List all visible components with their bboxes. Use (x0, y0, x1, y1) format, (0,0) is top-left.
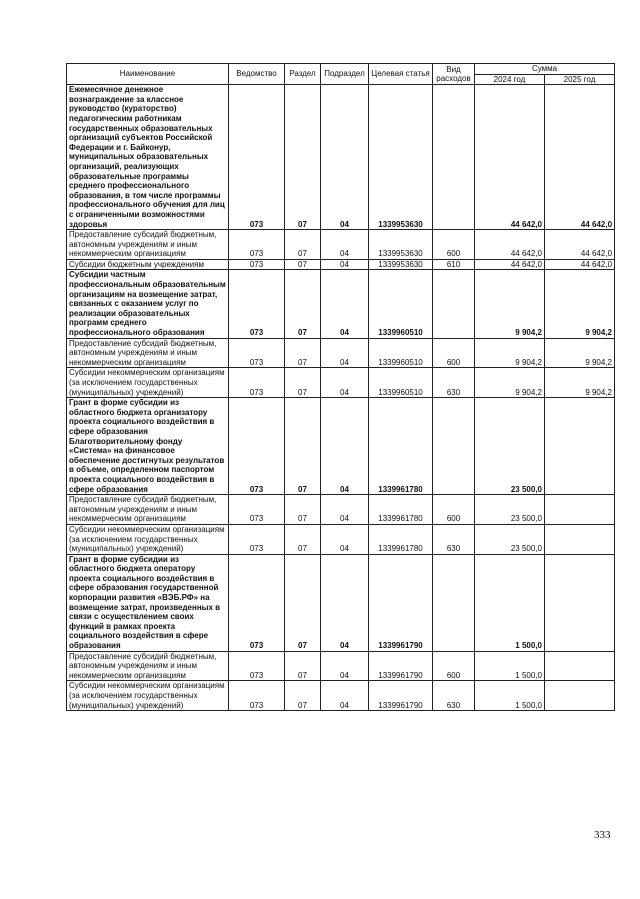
row-subsection: 04 (321, 85, 369, 230)
row-section: 07 (285, 651, 321, 681)
row-expense-type: 610 (433, 259, 475, 270)
row-section: 07 (285, 230, 321, 260)
row-department: 073 (229, 230, 285, 260)
row-department: 073 (229, 651, 285, 681)
row-name: Субсидии частным профессиональным образовательным организациям на возмещение затрат, связанных с оказанием услуг по реализации образовательных программ среднего профессионального образования (67, 270, 229, 338)
row-target-article: 1339961790 (369, 554, 433, 651)
row-name: Предоставление субсидий бюджетным, автономным учреждениям и иным некоммерческим организациям (67, 651, 229, 681)
row-subsection: 04 (321, 270, 369, 338)
row-sum-2025 (545, 398, 615, 495)
row-expense-type: 630 (433, 524, 475, 554)
header-section: Раздел (285, 64, 321, 85)
row-target-article: 1339961780 (369, 524, 433, 554)
row-expense-type: 600 (433, 230, 475, 260)
row-sum-2024: 1 500,0 (475, 554, 545, 651)
row-target-article: 1339961780 (369, 495, 433, 525)
row-section: 07 (285, 368, 321, 398)
row-sum-2024: 1 500,0 (475, 681, 545, 711)
row-sum-2024: 23 500,0 (475, 495, 545, 525)
row-expense-type (433, 270, 475, 338)
row-name: Грант в форме субсидии из областного бюджета оператору проекта социального воздействия в сфере образования государственной корпорации развития «ВЭБ.РФ» на возмещение затрат, произведенных в связи с осуществлением своих функций в рамках проекта социального воздействия в сфере образования (67, 554, 229, 651)
table-row (67, 398, 615, 495)
row-sum-2025: 9 904,2 (545, 368, 615, 398)
row-subsection: 04 (321, 259, 369, 270)
row-section: 07 (285, 524, 321, 554)
row-target-article: 1339961780 (369, 398, 433, 495)
budget-table (66, 63, 615, 711)
table-row (67, 368, 615, 398)
row-expense-type: 600 (433, 495, 475, 525)
row-department: 073 (229, 270, 285, 338)
row-name: Субсидии бюджетным учреждениям (67, 259, 229, 270)
row-target-article: 1339953630 (369, 85, 433, 230)
table-row (67, 259, 615, 270)
row-sum-2024: 23 500,0 (475, 398, 545, 495)
row-sum-2025 (545, 681, 615, 711)
table-row (67, 270, 615, 338)
row-expense-type: 600 (433, 338, 475, 368)
row-sum-2025 (545, 524, 615, 554)
row-sum-2024: 1 500,0 (475, 651, 545, 681)
header-target-article: Целевая статья (369, 64, 433, 85)
header-name: Наименование (67, 64, 229, 85)
table-row (67, 230, 615, 260)
row-section: 07 (285, 398, 321, 495)
row-target-article: 1339961790 (369, 681, 433, 711)
row-subsection: 04 (321, 524, 369, 554)
row-subsection: 04 (321, 495, 369, 525)
header-sum: Сумма (475, 64, 615, 75)
row-sum-2025: 9 904,2 (545, 270, 615, 338)
row-name: Ежемесячное денежное вознаграждение за классное руководство (кураторство) педагогическим работникам государственных образовательных организаций субъектов Российской Федерации и г. Байконур, муниципальных образовательных организаций, реализующих образовательные программы среднего профессионального образования, в том числе программы профессионального обучения для лиц с ограниченными возможностями здоровья (67, 85, 229, 230)
row-sum-2025 (545, 554, 615, 651)
row-department: 073 (229, 338, 285, 368)
table-row (67, 524, 615, 554)
row-department: 073 (229, 524, 285, 554)
row-sum-2025 (545, 495, 615, 525)
row-section: 07 (285, 85, 321, 230)
row-department: 073 (229, 554, 285, 651)
row-subsection: 04 (321, 681, 369, 711)
table-row (67, 495, 615, 525)
row-sum-2025: 9 904,2 (545, 338, 615, 368)
row-sum-2024: 44 642,0 (475, 230, 545, 260)
row-subsection: 04 (321, 398, 369, 495)
row-section: 07 (285, 338, 321, 368)
header-year-2025: 2025 год (545, 74, 615, 85)
row-sum-2024: 44 642,0 (475, 259, 545, 270)
row-expense-type: 600 (433, 651, 475, 681)
row-name: Предоставление субсидий бюджетным, автономным учреждениям и иным некоммерческим организациям (67, 230, 229, 260)
row-target-article: 1339960510 (369, 368, 433, 398)
row-expense-type (433, 554, 475, 651)
row-department: 073 (229, 681, 285, 711)
row-sum-2024: 9 904,2 (475, 338, 545, 368)
row-subsection: 04 (321, 230, 369, 260)
row-sum-2025: 44 642,0 (545, 85, 615, 230)
table-row (67, 85, 615, 230)
row-target-article: 1339960510 (369, 270, 433, 338)
row-sum-2025: 44 642,0 (545, 230, 615, 260)
row-department: 073 (229, 259, 285, 270)
header-subsection: Подраздел (321, 64, 369, 85)
row-expense-type (433, 398, 475, 495)
row-sum-2024: 23 500,0 (475, 524, 545, 554)
row-target-article: 1339953630 (369, 259, 433, 270)
table-body (67, 85, 615, 711)
page-number: 333 (594, 829, 611, 841)
row-name: Грант в форме субсидии из областного бюджета организатору проекта социального воздействия в сфере образования Благотворительному фонду «Система» на финансовое обеспечение достигнутых результатов в объеме, определенном паспортом проекта социального воздействия в сфере образования (67, 398, 229, 495)
header-expense-type: Вид расходов (433, 64, 475, 85)
row-section: 07 (285, 554, 321, 651)
row-subsection: 04 (321, 651, 369, 681)
row-section: 07 (285, 495, 321, 525)
row-target-article: 1339961790 (369, 651, 433, 681)
row-subsection: 04 (321, 338, 369, 368)
row-sum-2024: 9 904,2 (475, 270, 545, 338)
row-department: 073 (229, 368, 285, 398)
row-department: 073 (229, 398, 285, 495)
table-row (67, 554, 615, 651)
row-expense-type: 630 (433, 368, 475, 398)
row-name: Субсидии некоммерческим организациям (за исключением государственных (муниципальных) учреждений) (67, 681, 229, 711)
row-expense-type: 630 (433, 681, 475, 711)
row-department: 073 (229, 85, 285, 230)
row-name: Субсидии некоммерческим организациям (за исключением государственных (муниципальных) учреждений) (67, 524, 229, 554)
table-row (67, 681, 615, 711)
row-name: Субсидии некоммерческим организациям (за исключением государственных (муниципальных) учреждений) (67, 368, 229, 398)
row-sum-2024: 9 904,2 (475, 368, 545, 398)
row-subsection: 04 (321, 554, 369, 651)
header-year-2024: 2024 год (475, 74, 545, 85)
table-row (67, 651, 615, 681)
row-sum-2024: 44 642,0 (475, 85, 545, 230)
row-department: 073 (229, 495, 285, 525)
row-name: Предоставление субсидий бюджетным, автономным учреждениям и иным некоммерческим организациям (67, 495, 229, 525)
row-section: 07 (285, 259, 321, 270)
row-sum-2025: 44 642,0 (545, 259, 615, 270)
row-section: 07 (285, 270, 321, 338)
row-sum-2025 (545, 651, 615, 681)
header-department: Ведомство (229, 64, 285, 85)
row-subsection: 04 (321, 368, 369, 398)
row-name: Предоставление субсидий бюджетным, автономным учреждениям и иным некоммерческим организациям (67, 338, 229, 368)
row-target-article: 1339953630 (369, 230, 433, 260)
row-target-article: 1339960510 (369, 338, 433, 368)
row-expense-type (433, 85, 475, 230)
table-row (67, 338, 615, 368)
row-section: 07 (285, 681, 321, 711)
